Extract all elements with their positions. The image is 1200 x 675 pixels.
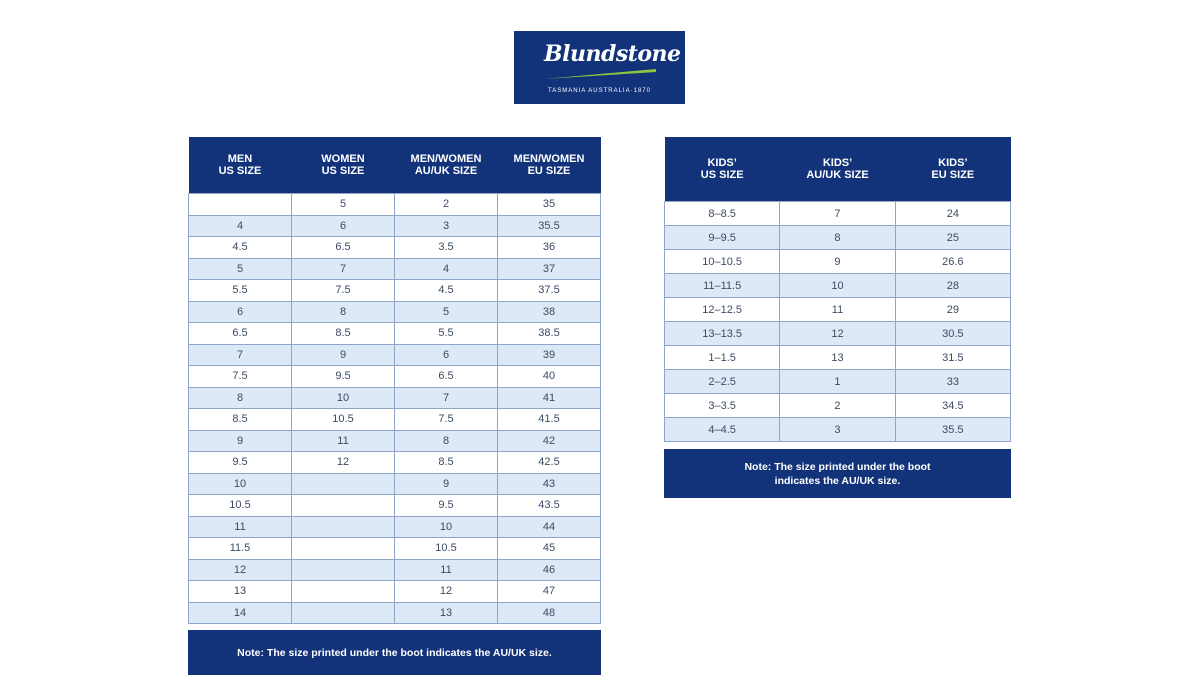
adult-table-cell: 11.5: [189, 538, 292, 560]
adult-table-row: [189, 559, 601, 581]
adult-table-cell: 8.5: [395, 452, 498, 474]
kids-table-row: [665, 298, 1011, 322]
adult-table-cell: 35.5: [498, 215, 601, 237]
kids-table-cell: 4–4.5: [665, 418, 780, 442]
adult-table-cell: 6.5: [189, 323, 292, 345]
adult-table-row: [189, 301, 601, 323]
adult-table-row: [189, 194, 601, 216]
adult-table-cell: 39: [498, 344, 601, 366]
adult-table-cell: 10.5: [292, 409, 395, 431]
kids-table-cell: 33: [895, 370, 1010, 394]
adult-table-cell: 7: [292, 258, 395, 280]
adult-header-cell: MEN US SIZE: [189, 137, 292, 194]
adult-table-cell: 10: [189, 473, 292, 495]
adult-table-cell: 11: [189, 516, 292, 538]
adult-header-row: [189, 137, 601, 194]
kids-table-cell: 35.5: [895, 418, 1010, 442]
adult-table-row: [189, 473, 601, 495]
kids-table-cell: 26.6: [895, 250, 1010, 274]
adult-table-cell: 5.5: [395, 323, 498, 345]
adult-table-row: [189, 538, 601, 560]
adult-table-row: [189, 258, 601, 280]
kids-table-cell: 3–3.5: [665, 394, 780, 418]
adult-table-cell: 2: [395, 194, 498, 216]
adult-table-row: [189, 452, 601, 474]
adult-table-cell: 8: [189, 387, 292, 409]
kids-header-row: [665, 137, 1011, 202]
adult-table-row: [189, 516, 601, 538]
adult-table-cell: 44: [498, 516, 601, 538]
adult-table-row: [189, 280, 601, 302]
adult-table-cell: 10: [292, 387, 395, 409]
adult-size-table: [188, 137, 601, 624]
kids-table-cell: 12–12.5: [665, 298, 780, 322]
adult-table-cell: 7.5: [395, 409, 498, 431]
adult-table-cell: 9.5: [189, 452, 292, 474]
kids-table-row: [665, 202, 1011, 226]
kids-table-cell: 25: [895, 226, 1010, 250]
kids-table-cell: 1–1.5: [665, 346, 780, 370]
adult-table-cell: [292, 495, 395, 517]
kids-table-cell: 9–9.5: [665, 226, 780, 250]
kids-table-cell: 1: [780, 370, 895, 394]
kids-table-cell: 31.5: [895, 346, 1010, 370]
kids-table-cell: 11: [780, 298, 895, 322]
kids-table-cell: 28: [895, 274, 1010, 298]
adult-table-cell: 10.5: [189, 495, 292, 517]
adult-table-cell: 14: [189, 602, 292, 624]
kids-header-cell: KIDS’ AU/UK SIZE: [780, 137, 895, 202]
adult-table-cell: 6: [292, 215, 395, 237]
adult-table-cell: 9.5: [292, 366, 395, 388]
logo-wordmark: Blundstone: [544, 41, 681, 67]
adult-table-cell: 5: [189, 258, 292, 280]
kids-table-body: [665, 202, 1011, 442]
kids-table-cell: 30.5: [895, 322, 1010, 346]
adult-table-row: [189, 323, 601, 345]
kids-size-note: Note: The size printed under the boot indicates the AU/UK size.: [664, 449, 1011, 498]
adult-table-cell: 13: [395, 602, 498, 624]
adult-table-cell: 7.5: [292, 280, 395, 302]
kids-table-cell: 8: [780, 226, 895, 250]
adult-table-cell: 6.5: [395, 366, 498, 388]
adult-table-cell: 8: [395, 430, 498, 452]
adult-table-cell: 8: [292, 301, 395, 323]
adult-table-cell: [292, 516, 395, 538]
kids-table-cell: 13–13.5: [665, 322, 780, 346]
adult-table-cell: 12: [292, 452, 395, 474]
logo-swoosh-icon: [544, 69, 656, 81]
adult-table-cell: 5: [395, 301, 498, 323]
adult-table-cell: 42.5: [498, 452, 601, 474]
adult-table-cell: [292, 538, 395, 560]
adult-table-row: [189, 409, 601, 431]
adult-table-row: [189, 581, 601, 603]
adult-table-row: [189, 237, 601, 259]
adult-table-cell: 38.5: [498, 323, 601, 345]
adult-header-cell: MEN/WOMEN EU SIZE: [498, 137, 601, 194]
adult-table-cell: 4.5: [189, 237, 292, 259]
kids-table-row: [665, 274, 1011, 298]
adult-table-cell: 48: [498, 602, 601, 624]
adult-table-cell: [189, 194, 292, 216]
adult-table-cell: 46: [498, 559, 601, 581]
adult-table-cell: 7: [395, 387, 498, 409]
adult-table-row: [189, 602, 601, 624]
adult-table-cell: 37: [498, 258, 601, 280]
adult-table-cell: 6.5: [292, 237, 395, 259]
adult-table-cell: 42: [498, 430, 601, 452]
adult-table-cell: 8.5: [292, 323, 395, 345]
adult-table-cell: 3: [395, 215, 498, 237]
adult-table-cell: 41: [498, 387, 601, 409]
adult-table-cell: 9.5: [395, 495, 498, 517]
adult-header-cell: WOMEN US SIZE: [292, 137, 395, 194]
adult-table-cell: 7: [189, 344, 292, 366]
adult-table-cell: 36: [498, 237, 601, 259]
kids-table-cell: 10: [780, 274, 895, 298]
adult-table-cell: 37.5: [498, 280, 601, 302]
kids-table-cell: 10–10.5: [665, 250, 780, 274]
adult-table-cell: 9: [189, 430, 292, 452]
adult-table-cell: 43.5: [498, 495, 601, 517]
adult-table-cell: 9: [395, 473, 498, 495]
adult-table-cell: 6: [395, 344, 498, 366]
adult-table-cell: 7.5: [189, 366, 292, 388]
adult-table-cell: 40: [498, 366, 601, 388]
adult-table-cell: 43: [498, 473, 601, 495]
kids-header-cell: KIDS’ US SIZE: [665, 137, 780, 202]
adult-table-cell: 13: [189, 581, 292, 603]
kids-table-row: [665, 394, 1011, 418]
kids-table-cell: 13: [780, 346, 895, 370]
adult-table-row: [189, 387, 601, 409]
kids-table-cell: 12: [780, 322, 895, 346]
adult-table-cell: 11: [292, 430, 395, 452]
adult-table-cell: [292, 602, 395, 624]
adult-table-cell: 35: [498, 194, 601, 216]
adult-table-cell: 45: [498, 538, 601, 560]
adult-table-row: [189, 495, 601, 517]
kids-table-row: [665, 346, 1011, 370]
adult-table-cell: 5: [292, 194, 395, 216]
kids-size-table: [664, 137, 1011, 442]
adult-table-cell: 4.5: [395, 280, 498, 302]
adult-table-row: [189, 344, 601, 366]
adult-table-row: [189, 215, 601, 237]
adult-header-cell: MEN/WOMEN AU/UK SIZE: [395, 137, 498, 194]
adult-table-cell: 6: [189, 301, 292, 323]
adult-table-body: [189, 194, 601, 624]
kids-header-cell: KIDS’ EU SIZE: [895, 137, 1010, 202]
adult-table-cell: 9: [292, 344, 395, 366]
kids-table-row: [665, 370, 1011, 394]
kids-table-cell: 7: [780, 202, 895, 226]
adult-size-note: Note: The size printed under the boot indicates the AU/UK size.: [188, 630, 601, 675]
kids-table-row: [665, 226, 1011, 250]
kids-table-cell: 29: [895, 298, 1010, 322]
adult-table-cell: 4: [395, 258, 498, 280]
adult-table-cell: 10.5: [395, 538, 498, 560]
kids-table-cell: 3: [780, 418, 895, 442]
adult-table-cell: [292, 581, 395, 603]
kids-table-row: [665, 250, 1011, 274]
logo-tagline: TASMANIA AUSTRALIA·1870: [548, 88, 651, 94]
adult-table-cell: 38: [498, 301, 601, 323]
adult-table-cell: 8.5: [189, 409, 292, 431]
kids-table-cell: 9: [780, 250, 895, 274]
kids-table-cell: 2: [780, 394, 895, 418]
adult-table-cell: 12: [395, 581, 498, 603]
adult-table-cell: [292, 473, 395, 495]
adult-table-cell: 12: [189, 559, 292, 581]
kids-table-cell: 34.5: [895, 394, 1010, 418]
adult-table-row: [189, 430, 601, 452]
adult-table-cell: 11: [395, 559, 498, 581]
kids-table-cell: 2–2.5: [665, 370, 780, 394]
adult-table-row: [189, 366, 601, 388]
kids-table-cell: 24: [895, 202, 1010, 226]
adult-table-cell: 5.5: [189, 280, 292, 302]
adult-table-cell: 41.5: [498, 409, 601, 431]
kids-table-cell: 11–11.5: [665, 274, 780, 298]
adult-table-cell: [292, 559, 395, 581]
adult-table-cell: 4: [189, 215, 292, 237]
kids-table-row: [665, 418, 1011, 442]
kids-table-cell: 8–8.5: [665, 202, 780, 226]
adult-table-cell: 10: [395, 516, 498, 538]
adult-table-cell: 47: [498, 581, 601, 603]
adult-table-cell: 3.5: [395, 237, 498, 259]
brand-logo: [514, 31, 685, 104]
kids-table-row: [665, 322, 1011, 346]
